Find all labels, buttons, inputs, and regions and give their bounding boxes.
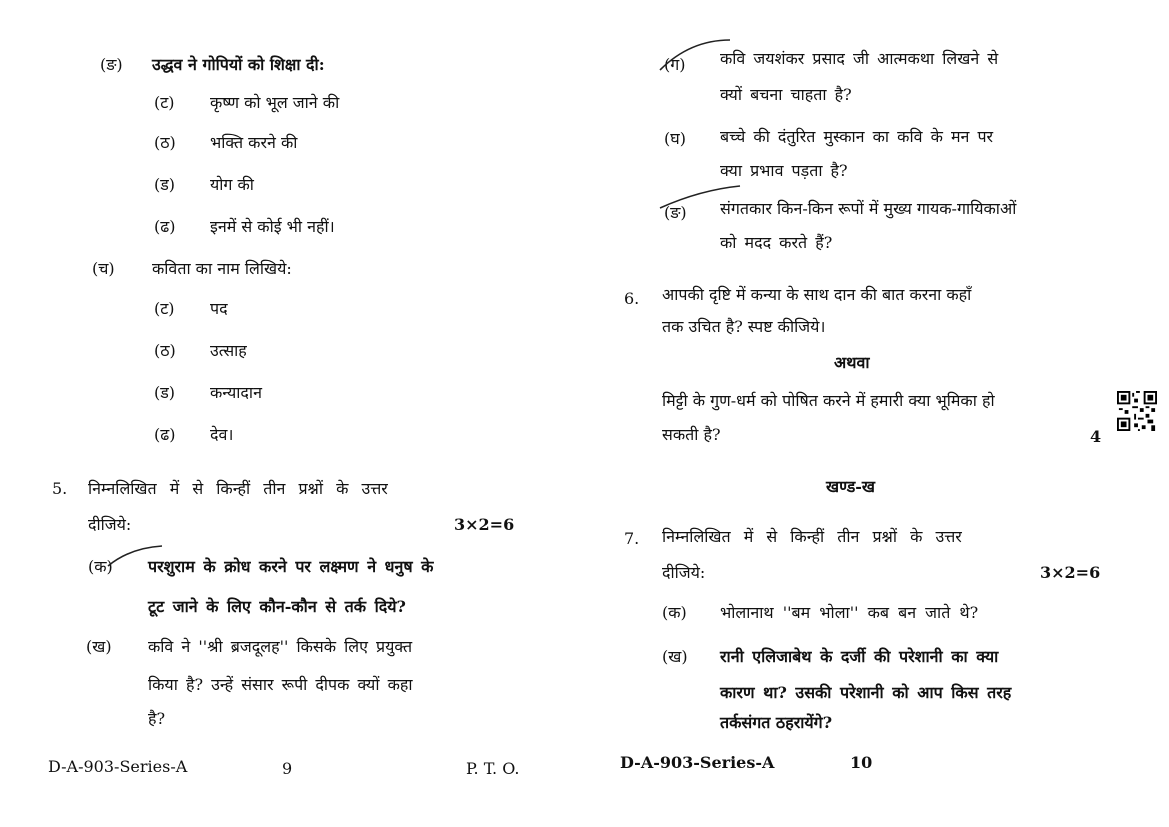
option-text: इनमें से कोई भी नहीं। [210,217,335,236]
footer-page-number: 10 [850,753,873,772]
marks: 3×2=6 [454,515,515,534]
option-label: (ठ) [154,341,176,360]
sub-question-text: कारण था? उसकी परेशानी को आप किस तरह [720,683,1012,702]
question-text: निम्नलिखित में से किन्हीं तीन प्रश्नों के उत्तर [662,527,962,546]
sub-question-text: संगतकार किन-किन रूपों में मुख्य गायक-गायिकाओं [720,199,1017,218]
sub-question-text: कवि ने ''श्री ब्रजदूलह'' किसके लिए प्रयुक्त [148,637,413,656]
sub-question-text: बच्चे की दंतुरित मुस्कान का कवि के मन पर [720,127,994,146]
option-text: पद [210,299,228,318]
question-number: 5. [52,479,68,498]
sub-question-label: (ख) [86,637,112,656]
marks: 3×2=6 [1040,563,1101,582]
option-text: कृष्ण को भूल जाने की [210,93,340,112]
sub-question-text: क्या प्रभाव पड़ता है? [720,161,848,180]
or-heading: अथवा [834,353,870,372]
option-label: (ड) [154,175,176,194]
question-number: 7. [624,529,640,548]
option-text: देव। [210,425,234,444]
question-text: आपकी दृष्टि में कन्या के साथ दान की बात करना कहाँ [662,285,972,304]
question-text: तक उचित है? स्पष्ट कीजिये। [662,317,826,336]
question-number: 6. [624,289,640,308]
sub-question-label: (ग) [664,55,686,74]
sub-question-text: परशुराम के क्रोध करने पर लक्ष्मण ने धनुष के [148,557,434,576]
option-label: (ट) [154,299,175,318]
question-text: दीजिये: [88,515,132,534]
question-text: सकती है? [662,425,721,444]
footer-code: D-A-903-Series-A [48,757,188,776]
marks: 4 [1090,427,1102,446]
part-ch-label: (च) [92,259,115,278]
sub-question-label: (ख) [662,647,688,666]
part-e-question: उद्धव ने गोपियों को शिक्षा दी: [152,55,325,74]
tick-mark-icon [660,40,730,70]
option-label: (ड) [154,383,176,402]
option-text: भक्ति करने की [210,133,298,152]
footer-pto: P. T. O. [466,759,520,778]
sub-question-text: कवि जयशंकर प्रसाद जी आत्मकथा लिखने से [720,49,999,68]
sub-question-text: है? [148,709,166,728]
section-heading: खण्ड-ख [826,477,875,496]
sub-question-label: (क) [662,603,687,622]
footer-code: D-A-903-Series-A [620,753,775,772]
sub-question-text: तर्कसंगत ठहरायेंगे? [720,713,833,732]
question-text: मिट्टी के गुण-धर्म को पोषित करने में हमारी क्या भूमिका हो [662,391,995,410]
part-e-label: (ङ) [100,55,123,74]
question-text: दीजिये: [662,563,706,582]
option-label: (ढ) [154,425,176,444]
option-label: (ट) [154,93,175,112]
sub-question-label: (क) [88,557,113,576]
tick-mark-icon [108,546,162,566]
question-text: निम्नलिखित में से किन्हीं तीन प्रश्नों के उत्तर [88,479,388,498]
option-label: (ठ) [154,133,176,152]
option-text: उत्साह [210,341,247,360]
part-ch-question: कविता का नाम लिखिये: [152,259,292,278]
option-text: योग की [210,175,254,194]
sub-question-label: (घ) [664,129,686,148]
tick-mark-icon [660,186,740,208]
sub-question-text: टूट जाने के लिए कौन-कौन से तर्क दिये? [148,597,406,616]
sub-question-text: भोलानाथ ''बम भोला'' कब बन जाते थे? [720,603,979,622]
qr-code-icon [1117,391,1157,431]
option-text: कन्यादान [210,383,262,402]
sub-question-text: को मदद करते हैं? [720,233,833,252]
option-label: (ढ) [154,217,176,236]
sub-question-text: रानी एलिजाबेथ के दर्जी की परेशानी का क्या [720,647,999,666]
sub-question-text: किया है? उन्हें संसार रूपी दीपक क्यों कहा [148,675,413,694]
sub-question-label: (ङ) [664,203,687,222]
footer-page-number: 9 [282,759,293,778]
sub-question-text: क्यों बचना चाहता है? [720,85,852,104]
